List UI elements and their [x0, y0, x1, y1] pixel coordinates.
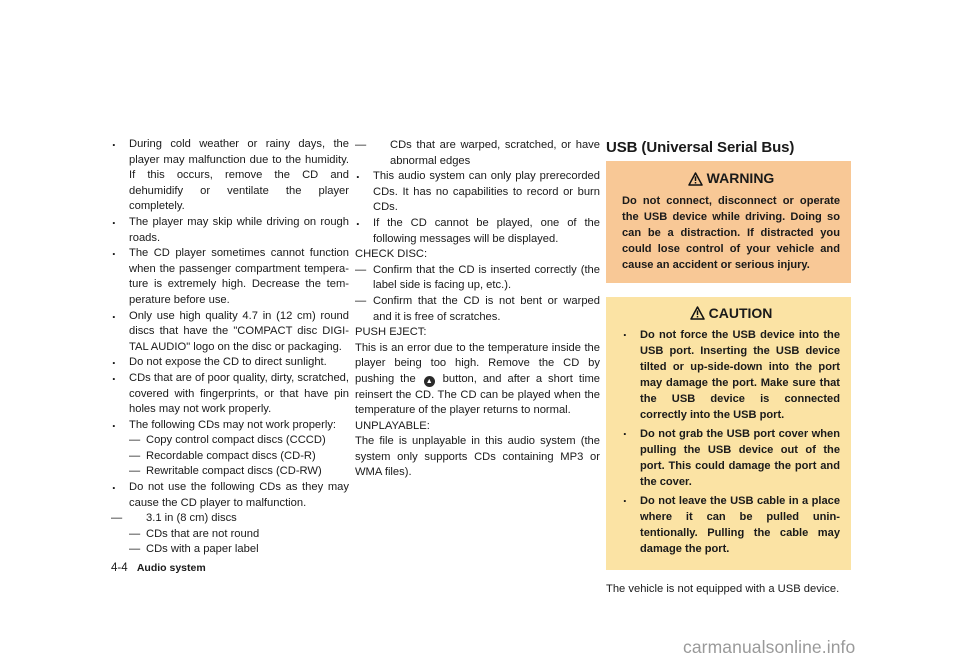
caution-item: . Do not leave the USB cable in a place where it can be pulled unin-tentionally. Pulling the cable may damage the port. — [622, 493, 840, 557]
sub-list-item-text: CDs that are warped, scratched, or have abnormal edges — [390, 139, 600, 167]
sub-list-item — [111, 511, 349, 527]
footer-section-name: Audio system — [136, 562, 206, 574]
sub-list-item: — Copy control compact discs (CCCD) — [111, 433, 349, 449]
unplayable-paragraph: The file is unplayable in this audio system (the system only supports CDs containing MP3 or WMA files). — [355, 435, 600, 479]
sub-list-item-text: Confirm that the CD is not bent or warped and it is free of scratches. — [373, 294, 600, 323]
eject-button-icon: ▲ — [424, 376, 435, 387]
caution-triangle-icon — [690, 306, 705, 320]
list-item: . This audio system can only play prerecorded CDs. It has no capabilities to record or burn CDs. — [355, 169, 600, 216]
page-footer — [111, 562, 206, 574]
warning-heading-text: WARNING — [706, 170, 775, 186]
warning-triangle-icon — [688, 172, 703, 186]
list-item: . CDs that are of poor quality, dirty, scratched, covered with fingerprints, or that have pin holes may not work properly. — [111, 371, 349, 418]
sub-list-item: — CDs with a paper label — [111, 542, 349, 558]
unplayable-label: UNPLAYABLE: — [355, 419, 430, 432]
push-eject-label: PUSH EJECT: — [355, 326, 427, 339]
sub-list-item: — CDs that are not round — [111, 527, 349, 543]
push-eject-text-pre: This is an error due to the temperature inside the player being too high. Remove the CD by pushing the — [355, 341, 600, 385]
sub-list-item: — Recordable compact discs (CD-R) — [111, 449, 349, 465]
warning-box — [606, 161, 851, 283]
sub-list-item — [355, 138, 600, 169]
caution-box — [606, 297, 851, 571]
list-item: . The CD player sometimes cannot function when the passenger compartment tempera-ture is extremely high. Decrease the tem-perature before use. — [111, 246, 349, 308]
list-item: . Do not expose the CD to direct sunlight. — [111, 355, 349, 371]
watermark: carmanualsonline.info — [683, 637, 856, 657]
middle-column — [355, 138, 600, 481]
left-column — [111, 137, 349, 558]
caution-heading — [622, 306, 840, 322]
sub-list-item-text: Confirm that the CD is inserted correctly (the label side is facing up, etc.). — [373, 263, 600, 292]
list-item: . During cold weather or rainy days, the player may malfunction due to the humidity. If this occurs, remove the CD and dehumidify or ventilate the player completely. — [111, 137, 349, 215]
list-item: . Only use high quality 4.7 in (12 cm) round discs that have the "COMPACT disc DIGI-TAL AUDIO" logo on the disc or packaging. — [111, 309, 349, 356]
right-column — [606, 139, 851, 597]
caution-item: . Do not force the USB device into the USB port. Inserting the USB device tilted or up-side-down into the port may damage the port. Make sure that the USB device is connected correctly into the USB port. — [622, 327, 840, 423]
sub-list-item — [355, 294, 600, 325]
caution-item: . Do not grab the USB port cover when pulling the USB device out of the port. This could damage the port and the cover. — [622, 426, 840, 490]
list-item: . The player may skip while driving on rough roads. — [111, 215, 349, 246]
sub-list-item — [355, 263, 600, 294]
list-item: . Do not use the following CDs as they may cause the CD player to malfunction. — [111, 480, 349, 511]
list-item: . The following CDs may not work properly: — [111, 418, 349, 434]
usb-footnote: The vehicle is not equipped with a USB device. — [606, 583, 840, 596]
warning-heading — [622, 171, 840, 187]
check-disc-label: CHECK DISC: — [355, 248, 428, 261]
section-title: USB (Universal Serial Bus) — [606, 139, 795, 156]
page-number: 4-4 — [111, 562, 128, 574]
list-item: . If the CD cannot be played, one of the following messages will be displayed. — [355, 216, 600, 247]
caution-heading-text: CAUTION — [708, 304, 773, 321]
sub-list-item: — Rewritable compact discs (CD-RW) — [111, 464, 349, 480]
push-eject-text-post: button, and after a short time reinsert the CD. The CD can be played when the temperature of the player returns to normal. — [355, 372, 600, 417]
push-eject-paragraph — [355, 341, 600, 419]
sub-list-item-text: 3.1 in (8 cm) discs — [146, 512, 237, 525]
warning-text: Do not connect, disconnect or operate the USB device while driving. Doing so can be a distraction. If distracted you could lose control of your vehicle and cause an accident or serious injury. — [622, 194, 840, 271]
